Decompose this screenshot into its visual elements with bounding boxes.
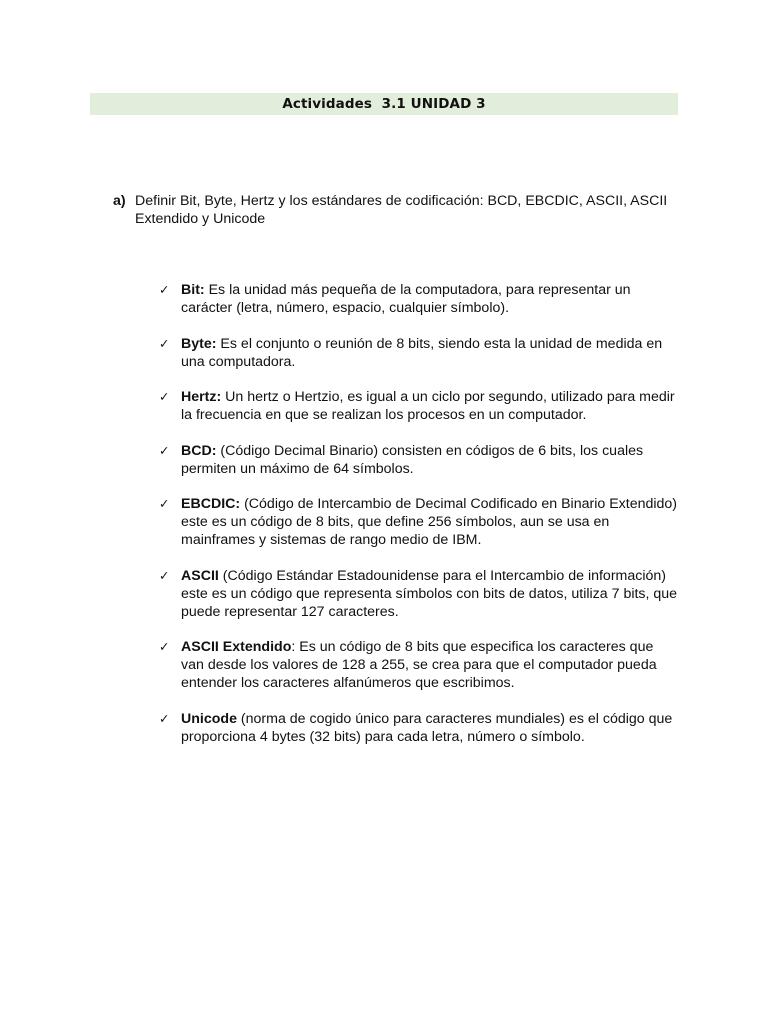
checkmark-icon: ✓	[159, 282, 170, 297]
checkmark-icon: ✓	[159, 442, 170, 458]
page-title: Actividades 3.1 UNIDAD 3	[282, 96, 486, 112]
list-item-unicode	[159, 710, 679, 746]
checkmark-icon: ✓	[159, 710, 170, 726]
list-item-hertz	[159, 388, 679, 424]
term-label: ASCII Extendido	[181, 639, 292, 655]
term-label: EBCDIC:	[181, 496, 241, 512]
definition-text: (Código Decimal Binario) consisten en códigos de 6 bits, los cuales permiten un máximo de 64 símbolos.	[181, 442, 644, 477]
definition-text: Un hertz o Hertzio, es igual a un ciclo por segundo, utilizado para medir la frecuencia en que se realizan los procesos en un computador.	[181, 389, 675, 423]
question-text: Definir Bit, Byte, Hertz y los estándares de codificación: BCD, EBCDIC, ASCII, ASCII Extendido y Unicode	[135, 193, 668, 227]
definition-text: (Código Estándar Estadounidense para el Intercambio de información) este es un código que representa símbolos con bits de datos, utiliza 7 bits, que puede representar 127 caracteres.	[181, 567, 678, 620]
checkmark-icon: ✓	[159, 335, 170, 351]
term-label: Unicode	[181, 710, 237, 727]
list-item-ascii	[159, 567, 679, 621]
list-item-ebcdic	[159, 495, 679, 549]
definition-text: Es la unidad más pequeña de la computadora, para representar un carácter (letra, número, espacio, cualquier símbolo).	[181, 282, 631, 316]
checkmark-icon: ✓	[159, 567, 170, 583]
list-item-bcd	[159, 442, 679, 478]
definition-text: (norma de cogido único para caracteres mundiales) es el código que proporciona 4 bytes (32 bits) para cada letra, número o símbolo.	[181, 710, 673, 745]
term-label: BCD:	[181, 442, 217, 459]
list-item-byte	[159, 335, 679, 371]
title-band	[90, 93, 678, 115]
list-item-bit	[159, 281, 679, 317]
list-item-ascii-extendido	[159, 638, 679, 692]
checkmark-icon: ✓	[159, 389, 170, 404]
definitions-checklist	[159, 281, 679, 763]
checkmark-icon: ✓	[159, 639, 170, 654]
definition-text: (Código de Intercambio de Decimal Codificado en Binario Extendido) este es un código de 8 bits, que define 256 símbolos, aun se usa en mainframes y sistemas de rango medio de IBM.	[181, 496, 678, 548]
question-a	[113, 192, 683, 228]
term-label: Hertz:	[181, 389, 222, 405]
checkmark-icon: ✓	[159, 496, 170, 511]
term-label: Byte:	[181, 335, 217, 352]
term-label: ASCII	[181, 567, 219, 584]
definition-text: : Es un código de 8 bits que especifica los caracteres que van desde los valores de 128 a 255, se crea para que el computador pueda entender los caracteres alfanúmeros que escribimos.	[181, 639, 657, 691]
term-label: Bit:	[181, 282, 205, 298]
definition-text: Es el conjunto o reunión de 8 bits, siendo esta la unidad de medida en una computadora.	[181, 335, 663, 370]
question-marker: a)	[113, 193, 126, 209]
